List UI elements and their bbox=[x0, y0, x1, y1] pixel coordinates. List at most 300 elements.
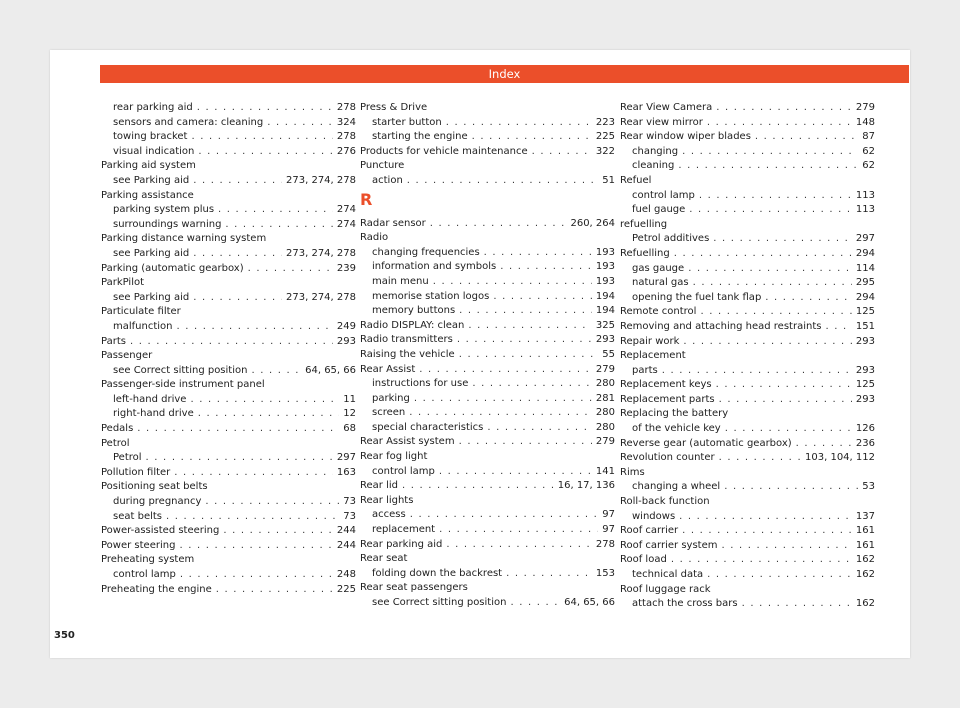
entry-text: information and symbols bbox=[372, 261, 497, 273]
entry-text: opening the fuel tank flap bbox=[632, 291, 762, 303]
index-subentry bbox=[101, 130, 356, 145]
entry-text: parking system plus bbox=[113, 204, 215, 216]
entry-pages: 249 bbox=[336, 320, 356, 332]
index-subentry bbox=[360, 406, 615, 421]
entry-text: Power steering bbox=[101, 539, 176, 551]
index-subentry bbox=[360, 421, 615, 436]
dot-leader bbox=[719, 393, 852, 408]
entry-text: see Parking aid bbox=[113, 174, 190, 186]
index-entry bbox=[620, 495, 875, 510]
dot-leader bbox=[765, 291, 852, 306]
entry-pages: 273, 274, 278 bbox=[286, 174, 356, 186]
index-subentry bbox=[101, 320, 356, 335]
entry-text: fuel gauge bbox=[632, 204, 686, 216]
entry-pages: 193 bbox=[595, 246, 615, 258]
entry-text: Rear window wiper blades bbox=[620, 131, 751, 143]
dot-leader bbox=[662, 364, 852, 379]
entry-pages: 236 bbox=[855, 437, 875, 449]
entry-pages: 324 bbox=[336, 116, 356, 128]
index-entry bbox=[101, 524, 356, 539]
entry-pages: 260, 264 bbox=[570, 217, 615, 229]
entry-text: instructions for use bbox=[372, 378, 469, 390]
entry-text: memory buttons bbox=[372, 305, 456, 317]
dot-leader bbox=[671, 553, 852, 568]
index-subentry bbox=[620, 291, 875, 306]
page-number: 350 bbox=[54, 630, 75, 641]
dot-leader bbox=[223, 524, 333, 539]
dot-leader bbox=[174, 466, 333, 481]
dot-leader bbox=[439, 465, 592, 480]
dot-leader bbox=[251, 364, 301, 379]
index-subentry bbox=[101, 568, 356, 583]
entry-text: Petrol bbox=[113, 452, 142, 464]
entry-text: surroundings warning bbox=[113, 218, 222, 230]
entry-text: left-hand drive bbox=[113, 393, 187, 405]
entry-pages: 322 bbox=[595, 145, 615, 157]
dot-leader bbox=[532, 145, 592, 160]
entry-text: control lamp bbox=[372, 465, 435, 477]
entry-pages: 55 bbox=[602, 348, 615, 360]
dot-leader bbox=[457, 333, 592, 348]
entry-text: see Correct sitting position bbox=[113, 364, 248, 376]
entry-text: Revolution counter bbox=[620, 452, 715, 464]
entry-pages: 279 bbox=[855, 102, 875, 113]
entry-pages: 294 bbox=[855, 247, 875, 259]
dot-leader bbox=[193, 247, 282, 262]
index-subentry bbox=[620, 276, 875, 291]
index-subentry bbox=[101, 451, 356, 466]
index-entry bbox=[620, 174, 875, 189]
dot-leader bbox=[433, 275, 592, 290]
index-subentry bbox=[620, 480, 875, 495]
entry-text: Rear Assist system bbox=[360, 436, 455, 448]
entry-text: Radar sensor bbox=[360, 217, 426, 229]
index-subentry bbox=[360, 377, 615, 392]
entry-pages: 297 bbox=[855, 233, 875, 245]
index-column-2 bbox=[360, 101, 615, 611]
dot-leader bbox=[721, 539, 851, 554]
dot-leader bbox=[446, 116, 592, 131]
dot-leader bbox=[459, 304, 592, 319]
entry-pages: 62 bbox=[862, 160, 875, 172]
entry-text: Refuel bbox=[620, 174, 652, 186]
entry-pages: 114 bbox=[855, 262, 875, 274]
dot-leader bbox=[725, 422, 852, 437]
index-subentry bbox=[360, 392, 615, 407]
index-column-1 bbox=[101, 101, 356, 597]
entry-pages: 12 bbox=[343, 408, 356, 420]
dot-leader bbox=[166, 510, 339, 525]
index-entry bbox=[620, 553, 875, 568]
entry-text: starter button bbox=[372, 116, 442, 128]
entry-pages: 280 bbox=[595, 407, 615, 419]
entry-pages: 73 bbox=[343, 510, 356, 522]
entry-text: Parking (automatic gearbox) bbox=[101, 262, 244, 274]
dot-leader bbox=[825, 320, 851, 335]
entry-text: Radio DISPLAY: clean bbox=[360, 319, 465, 331]
dot-leader bbox=[713, 232, 852, 247]
dot-leader bbox=[419, 363, 592, 378]
index-entry bbox=[620, 437, 875, 452]
index-entry bbox=[620, 524, 875, 539]
dot-leader bbox=[430, 217, 567, 232]
dot-leader bbox=[218, 203, 333, 218]
entry-text: ParkPilot bbox=[101, 277, 145, 289]
entry-text: action bbox=[372, 174, 403, 186]
index-entry bbox=[620, 451, 875, 466]
entry-pages: 161 bbox=[855, 525, 875, 537]
index-entry bbox=[620, 349, 875, 364]
dot-leader bbox=[693, 276, 852, 291]
entry-pages: 137 bbox=[855, 510, 875, 522]
entry-pages: 244 bbox=[336, 539, 356, 551]
entry-text: Roof load bbox=[620, 554, 667, 566]
entry-pages: 162 bbox=[855, 598, 875, 610]
dot-leader bbox=[699, 189, 852, 204]
entry-pages: 193 bbox=[595, 275, 615, 287]
dot-leader bbox=[190, 393, 339, 408]
entry-text: Radio bbox=[360, 232, 389, 244]
entry-text: folding down the backrest bbox=[372, 567, 503, 579]
index-entry bbox=[360, 348, 615, 363]
index-entry bbox=[360, 333, 615, 348]
entry-text: special characteristics bbox=[372, 421, 484, 433]
entry-text: Replacement bbox=[620, 350, 686, 362]
entry-pages: 294 bbox=[855, 291, 875, 303]
entry-pages: 274 bbox=[336, 218, 356, 230]
entry-pages: 278 bbox=[336, 102, 356, 113]
entry-text: Rear fog light bbox=[360, 451, 428, 463]
dot-leader bbox=[688, 262, 852, 277]
index-entry bbox=[101, 466, 356, 481]
entry-text: Power-assisted steering bbox=[101, 525, 220, 537]
dot-leader bbox=[493, 290, 592, 305]
dot-leader bbox=[674, 247, 852, 262]
index-entry bbox=[101, 437, 356, 452]
index-column-3 bbox=[620, 101, 875, 612]
entry-pages: 274 bbox=[336, 204, 356, 216]
entry-text: right-hand drive bbox=[113, 408, 194, 420]
index-subentry bbox=[620, 364, 875, 379]
index-entry bbox=[101, 335, 356, 350]
index-subentry bbox=[360, 304, 615, 319]
index-entry bbox=[101, 539, 356, 554]
entry-pages: 225 bbox=[336, 583, 356, 595]
entry-text: Preheating system bbox=[101, 554, 195, 566]
index-subentry bbox=[101, 116, 356, 131]
entry-pages: 293 bbox=[855, 393, 875, 405]
dot-leader bbox=[500, 260, 592, 275]
entry-pages: 11 bbox=[343, 393, 356, 405]
entry-text: control lamp bbox=[632, 189, 695, 201]
index-entry bbox=[360, 145, 615, 160]
dot-leader bbox=[707, 116, 852, 131]
entry-pages: 125 bbox=[855, 306, 875, 318]
entry-text: Rear View Camera bbox=[620, 102, 713, 113]
dot-leader bbox=[459, 435, 592, 450]
index-entry bbox=[620, 247, 875, 262]
entry-pages: 293 bbox=[855, 335, 875, 347]
dot-leader bbox=[248, 262, 333, 277]
entry-text: sensors and camera: cleaning bbox=[113, 116, 264, 128]
dot-leader bbox=[191, 130, 332, 145]
dot-leader bbox=[510, 596, 560, 611]
index-entry bbox=[620, 335, 875, 350]
entry-pages: 280 bbox=[595, 378, 615, 390]
entry-text: Remote control bbox=[620, 306, 697, 318]
index-subentry bbox=[360, 130, 615, 145]
entry-pages: 51 bbox=[602, 174, 615, 186]
entry-text: replacement bbox=[372, 524, 436, 536]
entry-text: Roof luggage rack bbox=[620, 583, 711, 595]
entry-pages: 53 bbox=[862, 481, 875, 493]
dot-leader bbox=[439, 523, 598, 538]
entry-text: main menu bbox=[372, 275, 429, 287]
index-subentry bbox=[101, 203, 356, 218]
header-title: Index bbox=[488, 67, 521, 81]
index-entry bbox=[101, 553, 356, 568]
index-entry bbox=[360, 101, 615, 116]
entry-pages: 248 bbox=[336, 569, 356, 580]
entry-text: Puncture bbox=[360, 160, 405, 172]
index-entry bbox=[360, 538, 615, 553]
entry-pages: 278 bbox=[336, 131, 356, 143]
entry-pages: 162 bbox=[855, 569, 875, 580]
index-subentry bbox=[101, 218, 356, 233]
dot-leader bbox=[267, 116, 333, 131]
index-entry bbox=[620, 466, 875, 481]
dot-leader bbox=[193, 291, 282, 306]
entry-pages: 73 bbox=[343, 496, 356, 508]
entry-text: Positioning seat belts bbox=[101, 481, 208, 493]
dot-leader bbox=[707, 568, 852, 583]
index-entry bbox=[101, 583, 356, 598]
entry-pages: 103, 104, 112 bbox=[805, 452, 875, 464]
entry-pages: 293 bbox=[336, 335, 356, 347]
index-entry bbox=[101, 349, 356, 364]
entry-text: Products for vehicle maintenance bbox=[360, 145, 528, 157]
dot-leader bbox=[216, 583, 333, 598]
entry-text: technical data bbox=[632, 569, 704, 580]
entry-pages: 113 bbox=[855, 204, 875, 216]
index-subentry bbox=[620, 262, 875, 277]
entry-pages: 297 bbox=[336, 452, 356, 464]
entry-pages: 276 bbox=[336, 145, 356, 157]
dot-leader bbox=[137, 422, 339, 437]
dot-leader bbox=[180, 568, 333, 583]
entry-pages: 293 bbox=[595, 334, 615, 346]
entry-text: seat belts bbox=[113, 510, 162, 522]
entry-pages: 68 bbox=[343, 423, 356, 435]
index-entry bbox=[101, 189, 356, 204]
index-entry bbox=[360, 363, 615, 378]
entry-pages: 193 bbox=[595, 261, 615, 273]
entry-text: Rear parking aid bbox=[360, 538, 443, 550]
index-subentry bbox=[360, 174, 615, 189]
entry-text: during pregnancy bbox=[113, 496, 202, 508]
entry-pages: 125 bbox=[855, 379, 875, 391]
index-entry bbox=[101, 159, 356, 174]
index-subentry bbox=[360, 116, 615, 131]
index-entry bbox=[620, 378, 875, 393]
entry-pages: 244 bbox=[336, 525, 356, 537]
index-entry bbox=[360, 581, 615, 596]
index-subentry bbox=[101, 510, 356, 525]
index-entry bbox=[101, 422, 356, 437]
index-subentry bbox=[360, 275, 615, 290]
entry-text: Particulate filter bbox=[101, 306, 181, 318]
entry-pages: 293 bbox=[855, 364, 875, 376]
index-entry bbox=[101, 480, 356, 495]
entry-text: attach the cross bars bbox=[632, 598, 738, 610]
entry-pages: 278 bbox=[595, 538, 615, 550]
entry-pages: 151 bbox=[855, 320, 875, 332]
entry-pages: 325 bbox=[595, 319, 615, 331]
dot-leader bbox=[689, 203, 852, 218]
index-entry bbox=[620, 393, 875, 408]
dot-leader bbox=[193, 174, 282, 189]
dot-leader bbox=[205, 495, 339, 510]
entry-text: parking bbox=[372, 392, 410, 404]
index-entry bbox=[620, 130, 875, 145]
index-subentry bbox=[360, 567, 615, 582]
entry-text: Parts bbox=[101, 335, 126, 347]
dot-leader bbox=[719, 451, 801, 466]
entry-text: screen bbox=[372, 407, 406, 419]
entry-text: Replacing the battery bbox=[620, 408, 729, 420]
dot-leader bbox=[198, 145, 333, 160]
index-entry bbox=[101, 305, 356, 320]
index-subentry bbox=[360, 596, 615, 611]
entry-text: parts bbox=[632, 364, 658, 376]
dot-leader bbox=[724, 480, 858, 495]
index-subentry bbox=[101, 407, 356, 422]
entry-text: of the vehicle key bbox=[632, 423, 721, 435]
index-subentry bbox=[620, 597, 875, 612]
dot-leader bbox=[700, 305, 851, 320]
entry-pages: 97 bbox=[602, 509, 615, 521]
dot-leader bbox=[683, 335, 852, 350]
index-entry bbox=[101, 262, 356, 277]
dot-leader bbox=[487, 421, 592, 436]
entry-text: Rear seat bbox=[360, 553, 408, 565]
index-entry bbox=[620, 583, 875, 598]
dot-leader bbox=[414, 392, 592, 407]
entry-text: Replacement keys bbox=[620, 379, 712, 391]
index-subentry bbox=[360, 523, 615, 538]
index-entry bbox=[360, 450, 615, 465]
entry-text: Refuelling bbox=[620, 247, 670, 259]
entry-text: changing a wheel bbox=[632, 481, 721, 493]
entry-pages: 64, 65, 66 bbox=[564, 597, 615, 608]
dot-leader bbox=[678, 159, 858, 174]
dot-leader bbox=[459, 348, 599, 363]
index-subentry bbox=[360, 290, 615, 305]
entry-text: Passenger-side instrument panel bbox=[101, 379, 265, 391]
dot-leader bbox=[796, 437, 852, 452]
entry-text: Raising the vehicle bbox=[360, 348, 455, 360]
entry-pages: 161 bbox=[855, 539, 875, 551]
dot-leader bbox=[716, 378, 852, 393]
index-subentry bbox=[620, 568, 875, 583]
index-subentry bbox=[101, 393, 356, 408]
index-entry bbox=[101, 276, 356, 291]
entry-pages: 87 bbox=[862, 131, 875, 143]
entry-pages: 280 bbox=[595, 421, 615, 433]
entry-pages: 153 bbox=[595, 567, 615, 579]
entry-text: Removing and attaching head restraints bbox=[620, 320, 822, 332]
index-subentry bbox=[360, 508, 615, 523]
dot-leader bbox=[716, 101, 852, 116]
dot-leader bbox=[198, 407, 340, 422]
entry-pages: 194 bbox=[595, 305, 615, 317]
entry-text: Rear Assist bbox=[360, 363, 416, 375]
index-subentry bbox=[620, 510, 875, 525]
entry-text: Petrol bbox=[101, 437, 130, 449]
dot-leader bbox=[484, 246, 592, 261]
index-page bbox=[50, 50, 910, 658]
entry-pages: 279 bbox=[595, 436, 615, 448]
entry-text: cleaning bbox=[632, 160, 675, 172]
entry-pages: 62 bbox=[862, 145, 875, 157]
entry-pages: 281 bbox=[595, 392, 615, 404]
entry-text: see Parking aid bbox=[113, 247, 190, 259]
entry-text: see Correct sitting position bbox=[372, 597, 507, 608]
entry-text: Repair work bbox=[620, 335, 680, 347]
section-letter bbox=[360, 189, 615, 217]
index-header bbox=[100, 65, 909, 83]
dot-leader bbox=[179, 539, 332, 554]
entry-text: Passenger bbox=[101, 350, 153, 362]
index-subentry bbox=[360, 260, 615, 275]
entry-pages: 279 bbox=[595, 363, 615, 375]
dot-leader bbox=[146, 451, 333, 466]
dot-leader bbox=[409, 406, 592, 421]
index-entry bbox=[360, 435, 615, 450]
index-subentry bbox=[101, 291, 356, 306]
index-entry bbox=[101, 378, 356, 393]
entry-text: Rear seat passengers bbox=[360, 582, 468, 594]
entry-pages: 126 bbox=[855, 423, 875, 435]
entry-pages: 16, 17, 136 bbox=[557, 480, 615, 492]
index-entry bbox=[360, 494, 615, 509]
index-subentry bbox=[620, 232, 875, 247]
index-entry bbox=[620, 116, 875, 131]
dot-leader bbox=[410, 508, 599, 523]
entry-text: natural gas bbox=[632, 277, 689, 289]
entry-text: gas gauge bbox=[632, 262, 685, 274]
index-subentry bbox=[620, 203, 875, 218]
index-subentry bbox=[360, 465, 615, 480]
entry-text: Reverse gear (automatic gearbox) bbox=[620, 437, 792, 449]
entry-pages: 113 bbox=[855, 189, 875, 201]
entry-text: Rear lid bbox=[360, 480, 398, 492]
entry-text: malfunction bbox=[113, 320, 173, 332]
index-entry bbox=[360, 552, 615, 567]
dot-leader bbox=[682, 524, 852, 539]
index-entry bbox=[360, 479, 615, 494]
entry-pages: 148 bbox=[855, 116, 875, 128]
index-subentry bbox=[101, 495, 356, 510]
dot-leader bbox=[755, 130, 858, 145]
dot-leader bbox=[468, 319, 592, 334]
dot-leader bbox=[472, 130, 592, 145]
entry-text: Roof carrier bbox=[620, 525, 679, 537]
entry-text: rear parking aid bbox=[113, 102, 193, 113]
index-entry bbox=[620, 407, 875, 422]
entry-text: Replacement parts bbox=[620, 393, 715, 405]
entry-text: Pedals bbox=[101, 423, 134, 435]
